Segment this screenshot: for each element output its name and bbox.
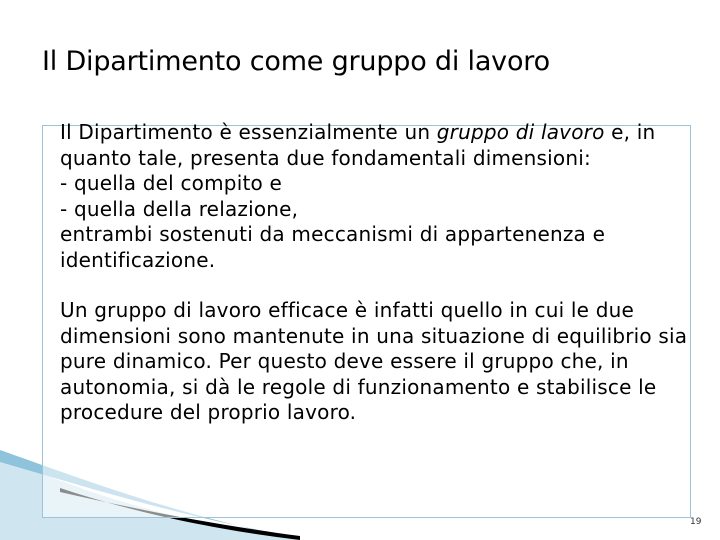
- bullet-relazione: - quella della relazione,: [60, 196, 299, 221]
- slide-title: Il Dipartimento come gruppo di lavoro: [42, 46, 550, 77]
- paragraph-intro: [60, 120, 690, 171]
- intro-suffix: e, in quanto tale, presenta due fondamentali dimensioni:: [60, 120, 656, 170]
- slide-body: [60, 120, 690, 426]
- paragraph-second: Un gruppo di lavoro efficace è infatti quello in cui le due dimensioni sono mantenute in una situazione di equilibrio sia pure dinamico. Per questo deve essere il gruppo che, in autonomia, si dà le regole di funzionamento e stabilisce le procedure del proprio lavoro.: [60, 298, 688, 424]
- intro-prefix: Il Dipartimento è essenzialmente un: [60, 120, 437, 144]
- bullet-compito: - quella del compito e: [60, 171, 282, 195]
- paragraph-gap: [60, 273, 690, 298]
- slide-number: 19: [690, 517, 702, 527]
- paragraph-closing: entrambi sostenuti da meccanismi di appartenenza e identificazione.: [60, 222, 606, 272]
- intro-italic-term: gruppo di lavoro: [436, 120, 605, 144]
